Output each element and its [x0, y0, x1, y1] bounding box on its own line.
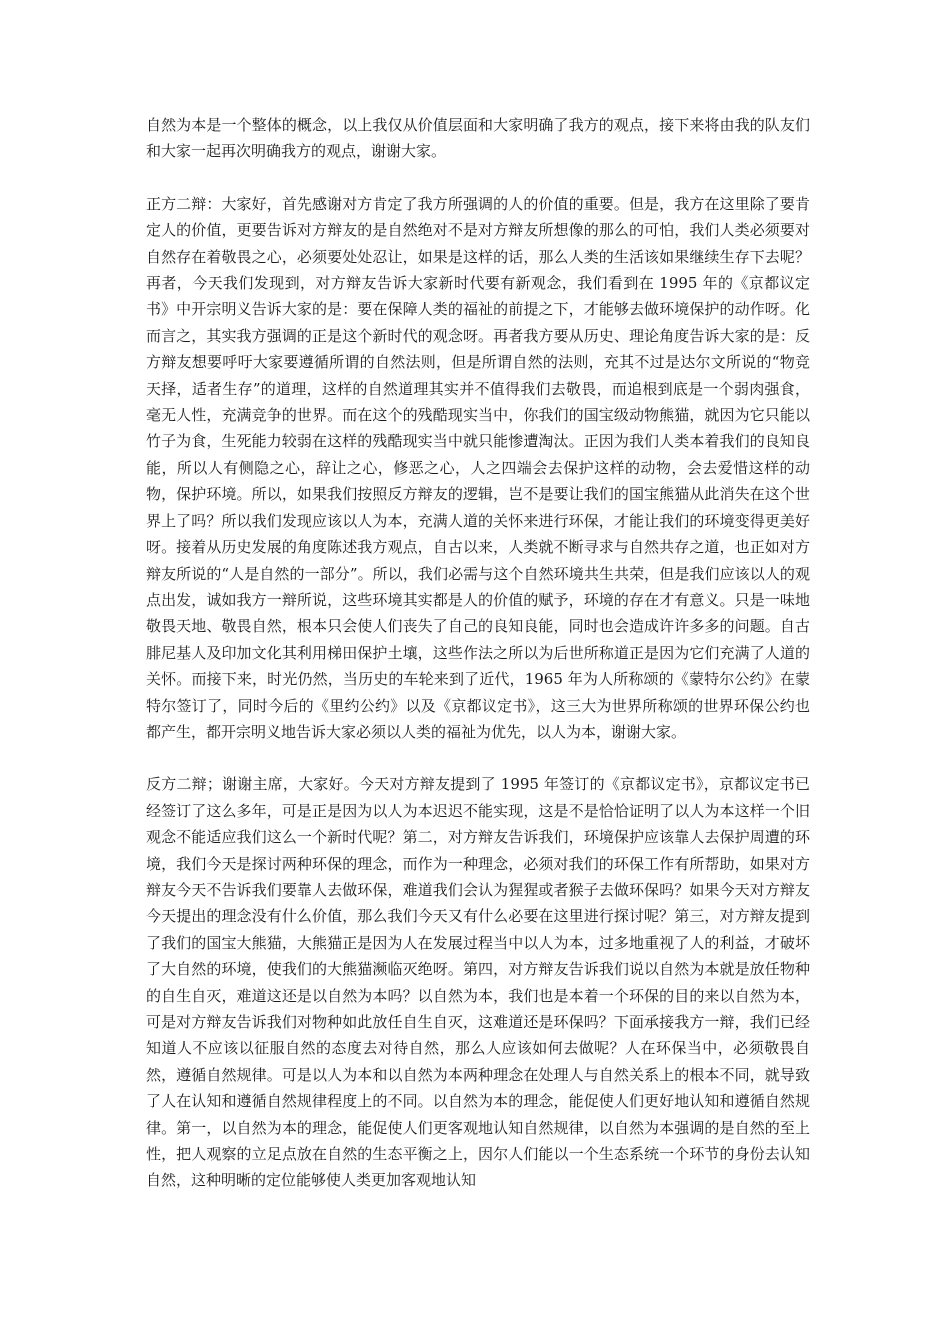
- paragraph-affirmative-second-speaker: 正方二辩：大家好，首先感谢对方肯定了我方所强调的人的价值的重要。但是，我方在这里除了要肯定人的价值，更要告诉对方辩友的是自然绝对不是对方辩友所想像的那么的可怕，我们人类必须要对自然存在着敬畏之心，必须要处处忍让，如果是这样的话，那么人类的生活该如果继续生存下去呢？再者，今天我们发现到，对方辩友告诉大家新时代要有新观念，我们看到在 1995 年的《京都议定书》中开宗明义告诉大家的是：要在保障人类的福祉的前提之下，才能够去做环境保护的动作呀。化而言之，其实我方强调的正是这个新时代的观念呀。再者我方要从历史、理论角度告诉大家的是：反方辩友想要呼吁大家要遵循所谓的自然法则，但是所谓自然的法则，充其不过是达尔文所说的“物竞天择，适者生存”的道理，这样的自然道理其实并不值得我们去敬畏，而追根到底是一个弱肉强食，毫无人性，充满竞争的世界。而在这个的残酷现实当中，你我们的国宝级动物熊猫，就因为它只能以竹子为食，生死能力较弱在这样的残酷现实当中就只能惨遭淘汰。正因为我们人类本着我们的良知良能，所以人有侧隐之心，辞让之心，修恶之心，人之四端会去保护这样的动物，会去爱惜这样的动物，保护环境。所以，如果我们按照反方辩友的逻辑，岂不是要让我们的国宝熊猫从此消失在这个世界上了吗？所以我们发现应该以人为本，充满人道的关怀来进行环保，才能让我们的环境变得更美好呀。接着从历史发展的角度陈述我方观点，自古以来，人类就不断寻求与自然共存之道，也正如对方辩友所说的“人是自然的一部分”。所以，我们必需与这个自然环境共生共荣，但是我们应该以人的观点出发，诚如我方一辩所说，这些环境其实都是人的价值的赋予，环境的存在才有意义。只是一味地敬畏天地、敬畏自然，根本只会使人们丧失了自己的良知良能，同时也会造成许许多多的问题。自古腓尼基人及印加文化其利用梯田保护土壤，这些作法之所以为后世所称道正是因为它们充满了人道的关怀。而接下来，时光仍然，当历史的车轮来到了近代，1965 年为人所称颂的《蒙特尔公约》在蒙特尔签订了，同时今后的《里约公约》以及《京都议定书》，这三大为世界所称颂的世界环保公约也都产生，都开宗明义地告诉大家必须以人类的福祉为优先，以人为本，谢谢大家。: [146, 194, 810, 741]
- document-body: [146, 112, 810, 1194]
- paragraph-intro-closing: 自然为本是一个整体的概念，以上我仅从价值层面和大家明确了我方的观点，接下来将由我的队友们和大家一起再次明确我方的观点，谢谢大家。: [146, 116, 810, 161]
- paragraph-negative-second-speaker: 反方二辩；谢谢主席，大家好。今天对方辩友提到了 1995 年签订的《京都议定书》，京都议定书已经签订了这么多年，可是正是因为以人为本迟迟不能实现，这是不是恰恰证明了以人为本这样一个旧观念不能适应我们这么一个新时代呢？第二，对方辩友告诉我们，环境保护应该靠人去保护周遭的环境，我们今天是探讨两种环保的理念，而作为一种理念，必须对我们的环保工作有所帮助，如果对方辩友今天不告诉我们要靠人去做环保，难道我们会认为猩猩或者猴子去做环保吗？如果今天对方辩友今天提出的理念没有什么价值，那么我们今天又有什么必要在这里进行探讨呢？第三，对方辩友提到了我们的国宝大熊猫，大熊猫正是因为人在发展过程当中以人为本，过多地重视了人的利益，才破坏了大自然的环境，使我们的大熊猫濒临灭绝呀。第四，对方辩友告诉我们说以自然为本就是放任物种的自生自灭，难道这还是以自然为本吗？以自然为本，我们也是本着一个环保的目的来以自然为本，可是对方辩友告诉我们对物种如此放任自生自灭，这难道还是环保吗？下面承接我方一辩，我们已经知道人不应该以征服自然的态度去对待自然，那么人应该如何去做呢？人在环保当中，必须敬畏自然，遵循自然规律。可是以人为本和以自然为本两种理念在处理人与自然关系上的根本不同，就导致了人在认知和遵循自然规律程度上的不同。以自然为本的理念，能促使人们更好地认知和遵循自然规律。第一，以自然为本的理念，能促使人们更客观地认知自然规律，以自然为本强调的是自然的至上性，把人观察的立足点放在自然的生态平衡之上，因尔人们能以一个生态系统一个环节的身份去认知自然，这种明晰的定位能够使人类更加客观地认知: [146, 775, 810, 1190]
